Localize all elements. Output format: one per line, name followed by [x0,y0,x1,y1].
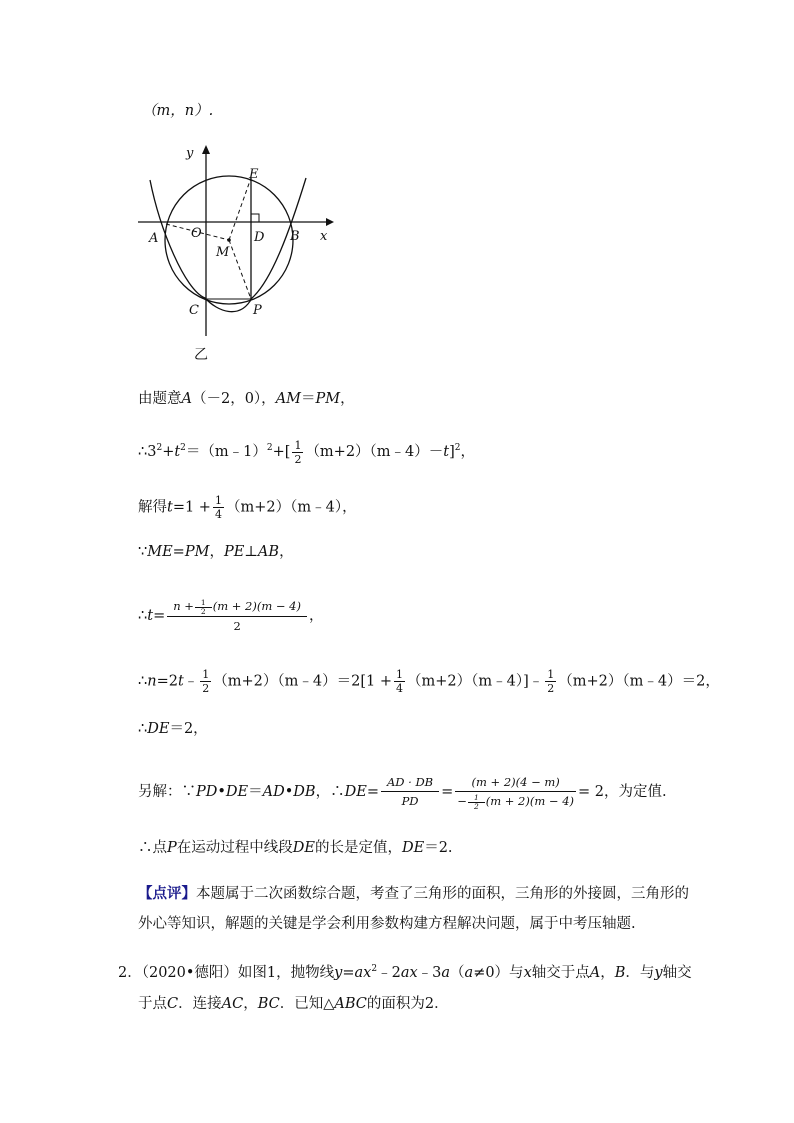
right-angle-mark [251,214,259,222]
header-coordinates: （m，n）. [142,103,214,119]
solution-line-2: $\therefore 3^2+t^2=(m﹣1)^2+$[ $\frac{1}{2}$ （m+2）（m﹣4）－t]$^2$， [138,438,476,466]
label-x: x [320,229,328,244]
fraction-half: $\frac{1}{2}$ [294,438,302,466]
comment-tag: 【点评】 [138,885,196,902]
x-axis-arrow [326,218,334,226]
solution-line-3: 解得t=1 + $\frac{1}{4}$ （m+2）（m﹣4）， [138,494,357,521]
fraction-t: n + $\frac{1}{2}$ (m + 2)(m − 4) 2 [167,597,307,635]
solution-line-8: 另解：∵PD•DE＝AD•DB，∴DE= $\frac{AD \cdot DB}{PD}$ = (m + 2)(4 − m) − $\frac{1}{2}$ (m + 2)(m − 4) = 2，为定值. [138,775,667,811]
geometry-figure [135,140,335,370]
solution-line-9: ∴点P在运动过程中线段DE的长是定值，DE＝2. [138,840,453,856]
label-e: E [249,167,259,182]
label-p: P [253,303,262,318]
y-axis-arrow [202,145,210,154]
comment-line-1: 【点评】本题属于二次函数综合题，考查了三角形的面积，三角形的外接圆，三角形的 [138,885,689,902]
segment-mp [229,240,251,299]
label-a: A [149,231,159,246]
question-2-line-2: 于点C．连接AC，BC．已知△ABC的面积为2． [138,996,449,1012]
label-y: y [186,146,194,161]
label-d: D [254,230,265,245]
solution-line-6: ∴n=2t﹣ $\frac{1}{2}$ （m+2）（m﹣4）＝2[1 + $\frac{1}{4}$ （m+2）（m﹣4）]﹣ $\frac{1}{2}$ （m+2）（m﹣4）＝2， [138,668,720,695]
solution-line-4: ∵ME=PM，PE⊥AB， [138,544,294,560]
label-c: C [189,303,199,318]
figure-caption: 乙 [194,347,208,363]
label-o: O [191,226,202,241]
fraction-quarter: $\frac{1}{4}$ [214,494,222,521]
comment-line-2: 外心等知识，解题的关键是学会利用参数构建方程解决问题，属于中考压轴题. [138,916,636,932]
label-b: B [290,229,300,244]
question-2-line-1: 2．（2020•德阳）如图1，抛物线$y=ax^2﹣2ax﹣3a(a\ne 0)$与x轴交于点A，B．与y轴交 [118,964,692,981]
solution-line-7: ∴DE＝2， [138,721,208,737]
solution-line-5: ∴t= n + $\frac{1}{2}$ (m + 2)(m − 4) 2 ， [138,597,324,633]
label-m: M [216,245,230,260]
solution-line-1: 由题意A（－2，0），AM＝PM， [138,391,355,407]
point-m [227,238,231,242]
segment-me [229,178,251,240]
